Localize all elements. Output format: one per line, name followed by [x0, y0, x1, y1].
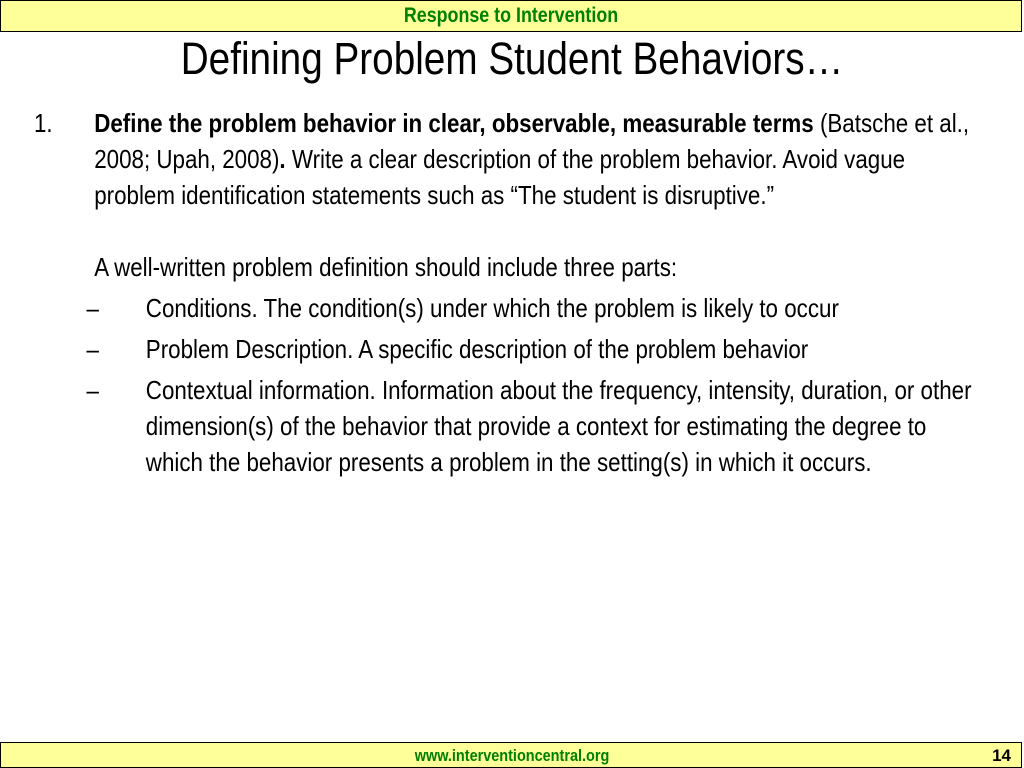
item-citation: (Batsche et al., 2008; Upah, 2008) [94, 108, 970, 174]
dash-bullet: – [86, 293, 99, 323]
intro-paragraph: A well-written problem definition should include three parts: [94, 252, 678, 282]
dash-bullet: – [86, 334, 99, 364]
list-item-1 [34, 105, 980, 213]
slide-title: Defining Problem Student Behaviors… [180, 33, 844, 84]
dash-bullet: – [86, 375, 99, 405]
sub-item-context [34, 372, 980, 480]
item-number: 1. [34, 108, 53, 138]
sub-item-text: Contextual information. Information about the frequency, intensity, duration, or other dimension(s) of the behavior that provide a context for estimating the degree to which the behavior presents a problem in the setting(s) in which it occurs. [145, 375, 972, 477]
page-number: 14 [992, 746, 1011, 765]
banner-title: Response to Intervention [403, 4, 619, 27]
item-bold-lead: Define the problem behavior in clear, observable, measurable terms [94, 108, 814, 138]
header-banner [0, 0, 1022, 32]
footer-banner [0, 742, 1022, 768]
item-period: . [279, 144, 286, 174]
sub-item-text: Problem Description. A specific description of the problem behavior [145, 334, 809, 364]
footer-url: www.interventioncentral.org [414, 746, 610, 765]
slide-body [34, 105, 980, 480]
sub-item-conditions [34, 290, 980, 326]
sub-item-description [34, 331, 980, 367]
item-rest: Write a clear description of the problem behavior. Avoid vague problem identification statements such as “The student is disruptive.” [94, 144, 906, 210]
sub-item-text: Conditions. The condition(s) under which the problem is likely to occur [145, 293, 839, 323]
